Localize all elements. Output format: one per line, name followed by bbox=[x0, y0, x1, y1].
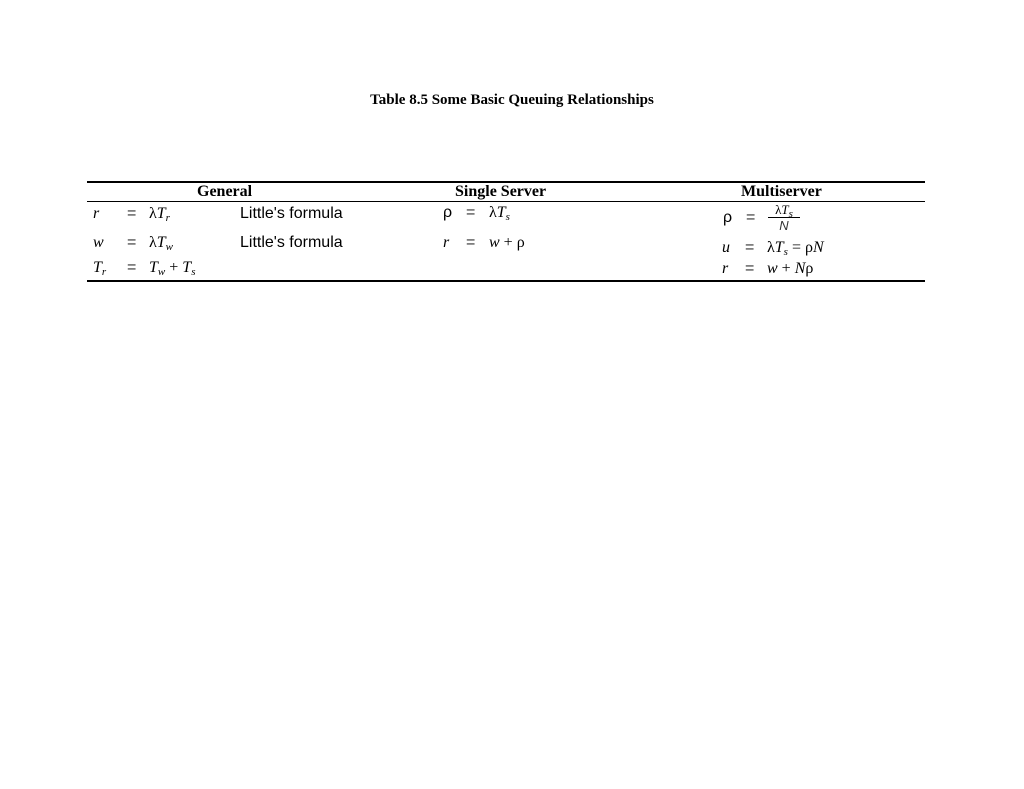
general-equals: = bbox=[127, 234, 137, 251]
multi-lhs: ρ bbox=[723, 209, 733, 226]
multi-equals: = bbox=[745, 260, 755, 277]
multi-lhs: u bbox=[722, 239, 730, 256]
general-rhs: $\lambda T_r$ bbox=[149, 205, 170, 224]
multi-rhs: w + Nρ bbox=[767, 260, 814, 277]
general-equals: = bbox=[127, 259, 137, 276]
single-equals: = bbox=[466, 204, 476, 221]
multi-equals: = bbox=[746, 209, 756, 226]
column-header-general: General bbox=[197, 183, 253, 200]
single-rhs: w + ρ bbox=[489, 234, 525, 251]
fraction-denominator: N bbox=[779, 218, 789, 233]
general-lhs: r bbox=[93, 205, 100, 222]
table-header-rule bbox=[87, 201, 925, 202]
column-header-single-server: Single Server bbox=[455, 183, 547, 200]
table-bottom-rule bbox=[87, 280, 925, 282]
general-rhs: $T_w + T_s$ bbox=[149, 259, 196, 278]
single-lhs: ρ bbox=[443, 204, 453, 221]
general-lhs: $T_r$ bbox=[93, 259, 107, 278]
multi-rho-fraction bbox=[768, 203, 800, 232]
column-header-multiserver: Multiserver bbox=[741, 183, 822, 200]
multi-lhs: r bbox=[722, 260, 729, 277]
general-equals: = bbox=[127, 205, 137, 222]
single-equals: = bbox=[466, 234, 476, 251]
general-rhs: $\lambda T_w$ bbox=[149, 234, 174, 253]
general-note: Little's formula bbox=[240, 205, 343, 222]
single-rhs: $\lambda T_s$ bbox=[489, 204, 510, 223]
multi-rhs: $\lambda T_s = \rho N$ bbox=[767, 239, 824, 258]
single-lhs: r bbox=[443, 234, 450, 251]
table-title: Table 8.5 Some Basic Queuing Relationships bbox=[370, 92, 654, 108]
general-note: Little's formula bbox=[240, 234, 343, 251]
multi-equals: = bbox=[745, 239, 755, 256]
fraction-numerator: $\lambda T_s$ bbox=[775, 202, 793, 220]
general-lhs: w bbox=[93, 234, 104, 251]
